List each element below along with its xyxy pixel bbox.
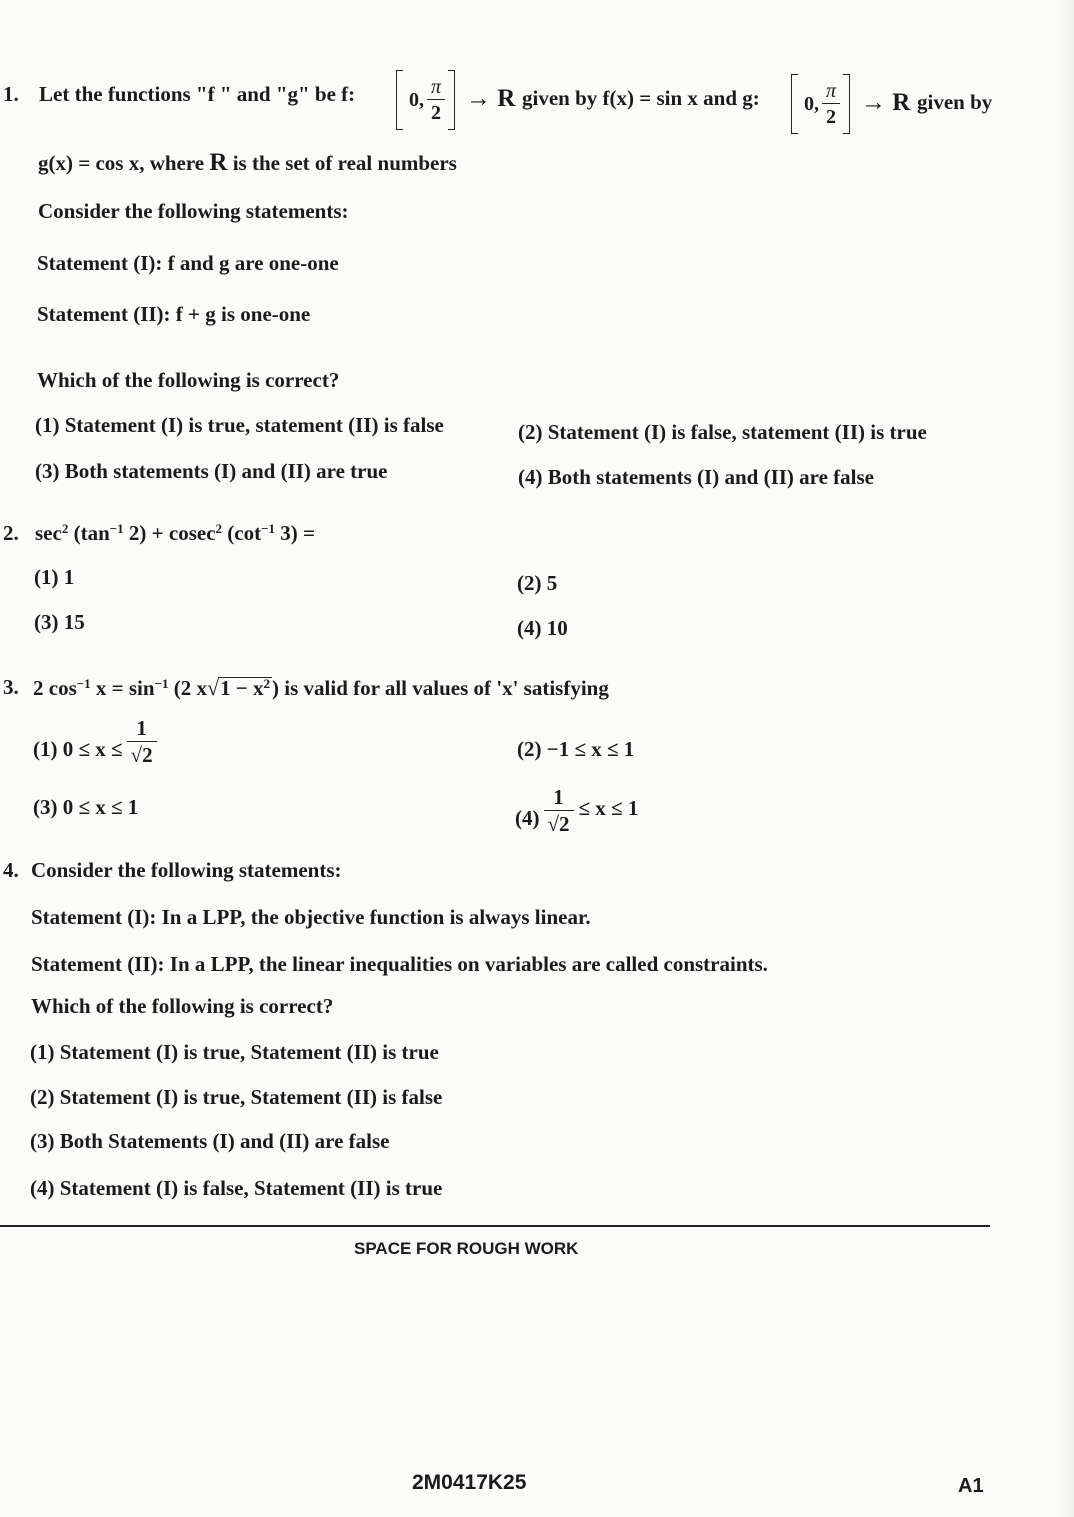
page-label: A1 [958, 1475, 984, 1497]
question-1-stem-b: given by f(x) = sin x and g: [522, 86, 760, 110]
one-over-root-two: $\frac{1}{√2}$ [127, 718, 157, 766]
question-4-statement-2: Statement (II): In a LPP, the linear inequalities on variables are called constraints. [31, 952, 768, 976]
interval-domain-g: 0, $\frac{\pi}{2}$ [791, 74, 850, 134]
question-1-option-3: (3) Both statements (I) and (II) are true [35, 459, 388, 483]
question-4-intro: Consider the following statements: [31, 858, 342, 882]
question-2-option-4: (4) 10 [517, 616, 568, 640]
question-4-option-4: (4) Statement (I) is false, Statement (II) is true [30, 1176, 443, 1200]
question-3-number: 3. [3, 675, 19, 699]
question-3-stem: 2 $\cos^{-1} x = \sin^{-1} (2$ x √ $1 - x^2$ ) is valid for all values of 'x' satisfying [33, 675, 609, 700]
question-1-option-4: (4) Both statements (I) and (II) are false [518, 465, 874, 489]
divider-rule [0, 1225, 990, 1227]
question-2-option-2: (2) 5 [517, 571, 558, 595]
pi-over-two: $\frac{\pi}{2}$ [822, 81, 840, 127]
question-4-option-3: (3) Both Statements (I) and (II) are false [30, 1129, 390, 1153]
question-1-stem-a: Let the functions "f " and "g" be f: [39, 82, 356, 106]
question-1-stem-c: given by [917, 90, 993, 114]
question-4-option-1: (1) Statement (I) is true, Statement (II) is true [30, 1040, 439, 1064]
question-3-option-2: (2) −1 ≤ x ≤ 1 [517, 737, 635, 761]
question-3-option-1: (1) 0 ≤ x ≤ $\frac{1}{√2}$ [33, 718, 160, 766]
question-3-option-3: (3) 0 ≤ x ≤ 1 [33, 795, 139, 819]
page-edge-shadow [1058, 0, 1074, 1517]
interval-domain-f [396, 70, 455, 130]
question-1-statement-2: Statement (II): f + g is one-one [37, 302, 311, 326]
question-3-option-4: (4) $\frac{1}{√2}$ ≤ x ≤ 1 [515, 785, 639, 836]
booklet-code: 2M0417K25 [412, 1471, 527, 1494]
arrow-to-reals: → R [466, 85, 516, 112]
question-2-stem: $\sec^2 (\tan^{-1}$ 2) + cosec$^2$ ($\cot^{-1}$ 3) = [35, 521, 315, 545]
square-root: √ $1 - x^2$ [207, 675, 271, 700]
question-2-option-1: (1) 1 [34, 565, 75, 589]
arrow-to-reals: → R [861, 89, 911, 116]
question-1-stem-line2: g(x) = cos x, where R is the set of real numbers [38, 149, 457, 176]
interval-start: 0, [409, 88, 424, 111]
question-1-number: 1. [3, 82, 19, 106]
question-1-intro: Consider the following statements: [38, 199, 349, 223]
pi-over-two: $\frac{\pi}{2}$ [427, 77, 445, 123]
question-4-statement-1: Statement (I): In a LPP, the objective function is always linear. [31, 905, 591, 929]
question-1-option-1: (1) Statement (I) is true, statement (II) is false [35, 413, 444, 437]
question-4-option-2: (2) Statement (I) is true, Statement (II) is false [30, 1085, 443, 1109]
question-4-number: 4. [3, 858, 19, 882]
question-2-option-3: (3) 15 [34, 610, 85, 634]
one-over-root-two: $\frac{1}{√2}$ [544, 787, 574, 835]
question-4-question: Which of the following is correct? [31, 994, 334, 1018]
question-1-statement-1: Statement (I): f and g are one-one [37, 251, 339, 275]
rough-work-label: SPACE FOR ROUGH WORK [354, 1239, 579, 1258]
question-1-question: Which of the following is correct? [37, 368, 340, 392]
question-1-option-2: (2) Statement (I) is false, statement (II) is true [518, 420, 927, 444]
question-2-number: 2. [3, 521, 19, 545]
